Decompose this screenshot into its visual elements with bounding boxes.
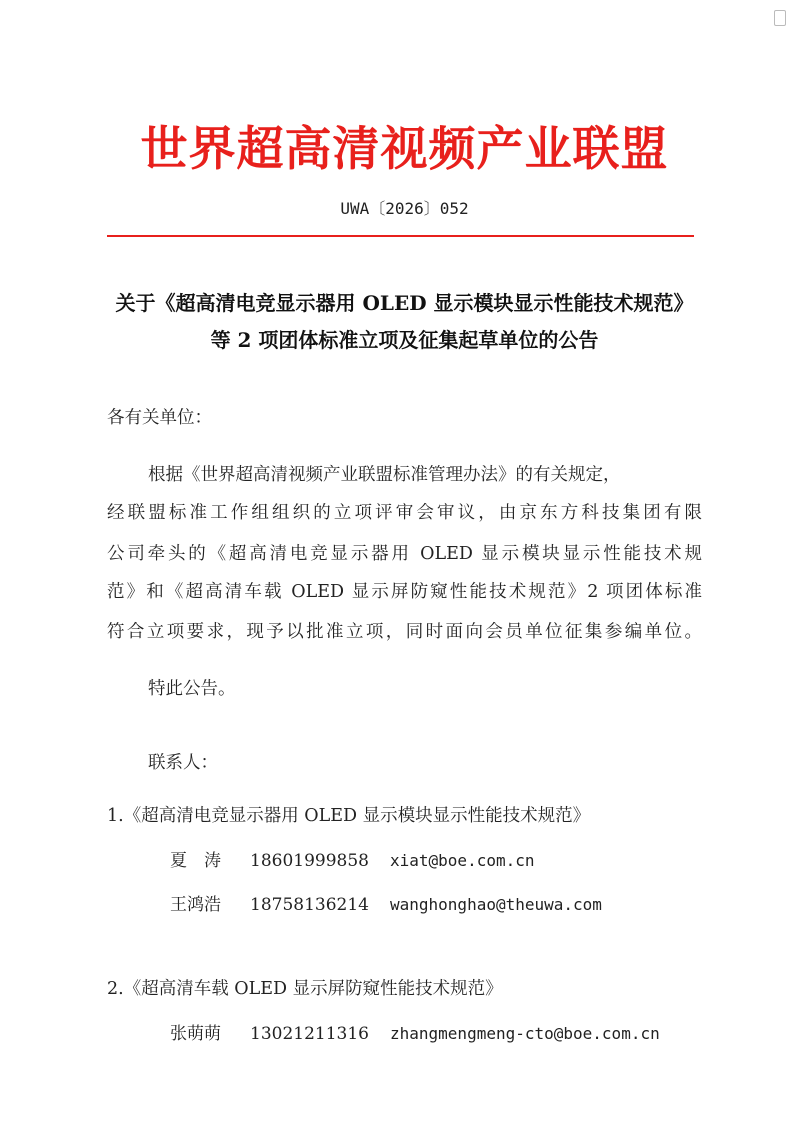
contact-phone: 18601999858: [250, 851, 369, 871]
standard-title-2: 2.《超高清车载 OLED 显示屏防窥性能技术规范》: [107, 979, 503, 999]
contact-name: 王鸿浩: [170, 895, 221, 915]
paragraph-line: 范》和《超高清车载 OLED 显示屏防窥性能技术规范》2 项团体标准: [107, 582, 702, 602]
contact-phone: 18758136214: [250, 895, 369, 915]
org-title: 世界超高清视频产业联盟: [140, 122, 669, 177]
contact-row: [170, 890, 602, 915]
paragraph-line: 经联盟标准工作组组织的立项评审会审议，由京东方科技集团有限: [107, 503, 702, 523]
contact-email: wanghonghao@theuwa.com: [390, 895, 602, 914]
red-divider: [107, 235, 694, 237]
paragraph-line: 根据《世界超高清视频产业联盟标准管理办法》的有关规定，: [148, 465, 621, 485]
contact-name: 夏 涛: [170, 851, 221, 871]
paragraph-line: 公司牵头的《超高清电竞显示器用 OLED 显示模块显示性能技术规: [107, 544, 702, 564]
notice-title-line1: 关于《超高清电竞显示器用 OLED 显示模块显示性能技术规范》: [115, 291, 694, 315]
contacts-label: 联系人：: [148, 753, 218, 773]
contact-phone: 13021211316: [250, 1024, 369, 1044]
contact-row: [170, 1019, 660, 1044]
contact-email: zhangmengmeng-cto@boe.com.cn: [390, 1024, 660, 1043]
notice-title-line2: 等 2 项团体标准立项及征集起草单位的公告: [210, 328, 599, 352]
page-icon: [774, 10, 786, 26]
salutation: 各有关单位：: [107, 408, 212, 428]
closing-text: 特此公告。: [148, 679, 236, 699]
paragraph-line: 符合立项要求，现予以批准立项，同时面向会员单位征集参编单位。: [107, 622, 702, 642]
contact-row: [170, 846, 535, 871]
standard-title-1: 1.《超高清电竞显示器用 OLED 显示模块显示性能技术规范》: [107, 806, 591, 826]
doc-number: UWA〔2026〕052: [340, 199, 469, 218]
contact-email: xiat@boe.com.cn: [390, 851, 535, 870]
contact-name: 张萌萌: [170, 1024, 221, 1044]
